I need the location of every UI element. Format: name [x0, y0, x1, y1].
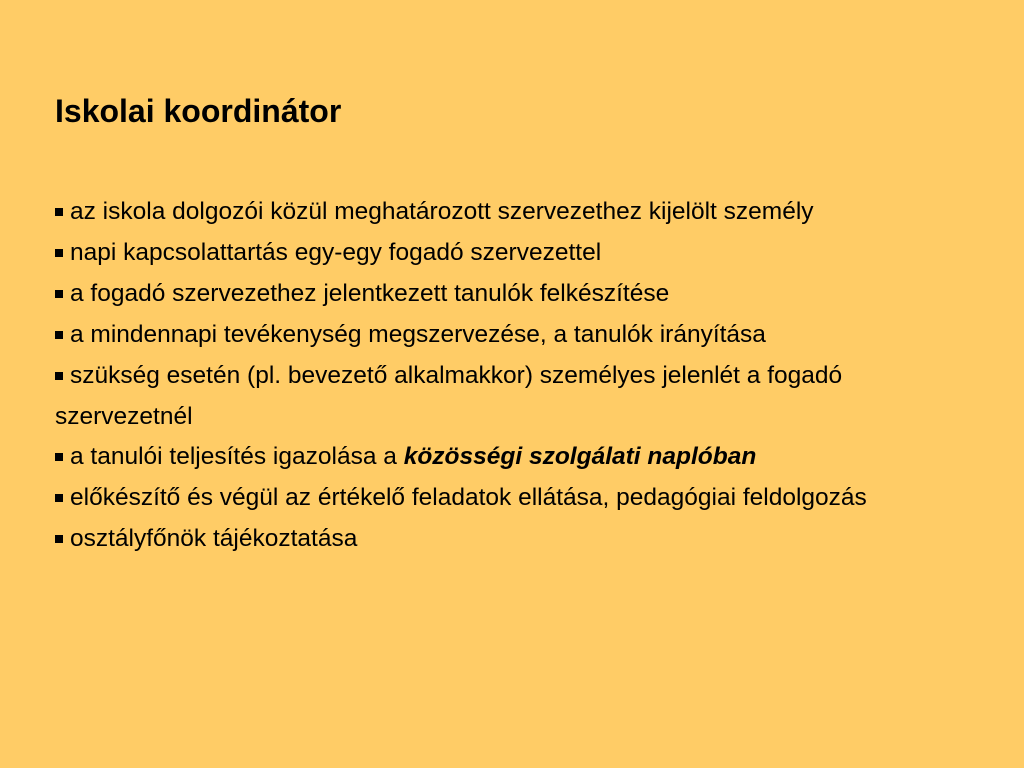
bullet-item	[55, 233, 955, 274]
bullet-text: az iskola dolgozói közül meghatározott szervezethez kijelölt személy	[70, 198, 814, 225]
bullet-text: a mindennapi tevékenység megszervezése, a tanulók irányítása	[70, 320, 766, 348]
slide-title: Iskolai koordinátor	[55, 93, 342, 129]
square-bullet-icon	[55, 290, 63, 298]
bullet-item	[55, 519, 955, 560]
bullet-emphasis: közösségi szolgálati naplóban	[403, 443, 757, 471]
bullet-item	[55, 192, 955, 233]
bullet-text: a tanulói teljesítés igazolása a	[70, 443, 404, 471]
square-bullet-icon	[55, 249, 63, 257]
square-bullet-icon	[55, 453, 63, 461]
bullet-item	[55, 437, 955, 478]
bullet-text: előkészítő és végül az értékelő feladatok ellátása, pedagógiai feldolgozás	[70, 484, 867, 512]
bullet-item	[55, 315, 955, 356]
square-bullet-icon	[55, 331, 63, 339]
bullet-item	[55, 478, 955, 519]
bullet-text: osztályfőnök tájékoztatása	[70, 525, 358, 553]
bullet-text: a fogadó szervezethez jelentkezett tanulók felkészítése	[70, 279, 670, 307]
square-bullet-icon	[55, 535, 63, 543]
bullet-item	[55, 274, 955, 315]
square-bullet-icon	[55, 494, 63, 502]
square-bullet-icon	[55, 372, 63, 380]
bullet-item	[55, 356, 955, 438]
bullet-list	[55, 192, 955, 560]
bullet-text: szükség esetén (pl. bevezető alkalmakkor) személyes jelenlét a fogadó szervezetnél	[55, 361, 843, 430]
square-bullet-icon	[55, 208, 63, 216]
bullet-text: napi kapcsolattartás egy-egy fogadó szervezettel	[70, 238, 602, 266]
